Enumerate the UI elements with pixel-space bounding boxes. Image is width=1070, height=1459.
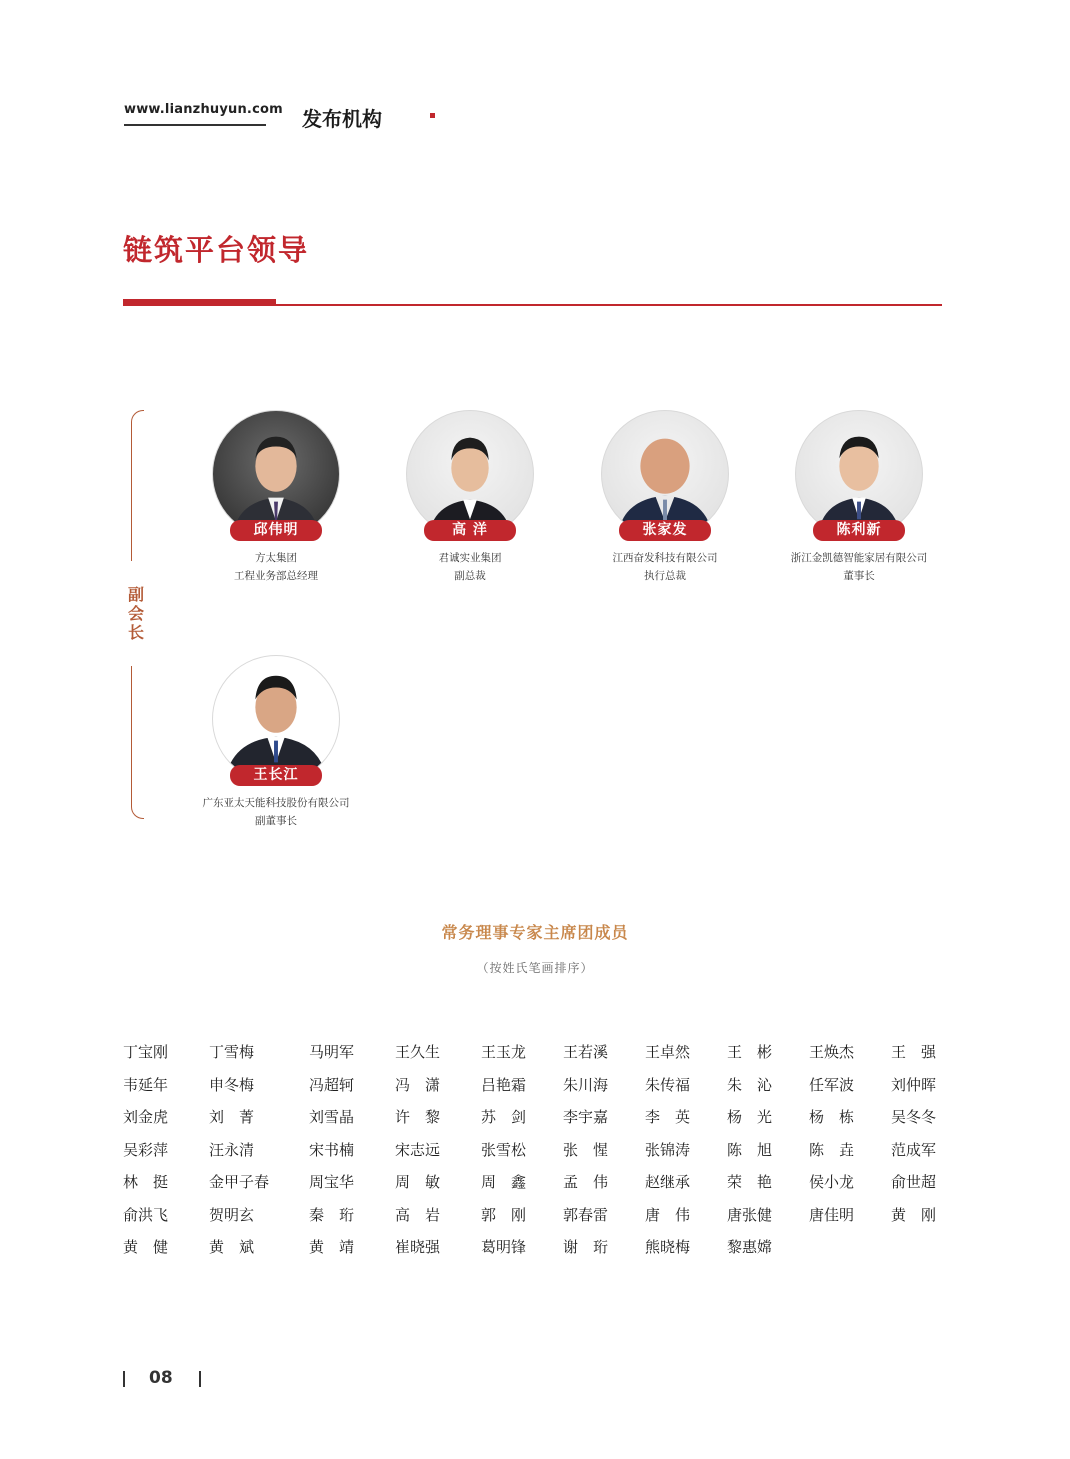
member-name: 金甲子春 (209, 1173, 270, 1191)
member-name: 李 英 (645, 1108, 691, 1126)
member-name: 唐张健 (727, 1205, 773, 1224)
leader-name: 张家发 (619, 520, 711, 541)
leader-org: 方太集团 (255, 552, 297, 564)
member-name: 陈 旭 (727, 1140, 773, 1159)
member-name: 王若溪 (563, 1043, 609, 1061)
members-row (123, 1040, 943, 1073)
member-name: 宋志远 (395, 1140, 441, 1159)
member-name: 黄 健 (123, 1238, 169, 1256)
members-row (123, 1203, 943, 1236)
member-name: 宋书楠 (309, 1140, 355, 1159)
member-name: 丁宝刚 (123, 1043, 169, 1061)
leader-org: 江西奋发科技有限公司 (612, 552, 718, 564)
member-name: 申冬梅 (209, 1075, 255, 1094)
leader-photo (212, 655, 340, 783)
leader-position: 副总裁 (454, 570, 486, 582)
bracket-top (131, 410, 144, 561)
members-title: 常务理事专家主席团成员 (441, 923, 629, 942)
member-name: 俞洪飞 (123, 1205, 169, 1224)
leader-info (176, 794, 376, 830)
page-number: 08 (149, 1368, 173, 1388)
leader-name: 高 洋 (424, 520, 516, 541)
member-name: 赵继承 (645, 1173, 691, 1191)
leader-card (176, 655, 376, 830)
side-label-vice-chairman (126, 585, 146, 642)
member-name: 吴冬冬 (891, 1108, 937, 1126)
member-name: 黄 斌 (209, 1238, 255, 1256)
members-row (123, 1235, 943, 1268)
leader-photo (406, 410, 534, 538)
leader-photo (212, 410, 340, 538)
members-sort-note: （按姓氏笔画排序） (476, 961, 594, 975)
member-name: 周 敏 (395, 1173, 441, 1191)
member-name: 张锦涛 (645, 1140, 691, 1159)
member-name: 张雪松 (481, 1140, 527, 1159)
leader-name: 陈利新 (813, 520, 905, 541)
leader-position: 副董事长 (255, 815, 297, 827)
leader-info (370, 549, 570, 585)
member-name: 范成军 (891, 1140, 937, 1159)
member-name: 唐佳明 (809, 1205, 855, 1224)
footer-divider-left (123, 1371, 125, 1387)
member-name: 张 惺 (563, 1140, 609, 1159)
member-name: 韦延年 (123, 1075, 169, 1094)
member-name: 熊晓梅 (645, 1238, 691, 1256)
member-name: 唐 伟 (645, 1205, 691, 1224)
person-silhouette-icon (213, 656, 339, 782)
leader-card (565, 410, 765, 585)
member-name: 丁雪梅 (209, 1043, 255, 1061)
member-name: 谢 珩 (563, 1238, 609, 1256)
leader-info (565, 549, 765, 585)
member-name: 黎惠嫦 (727, 1238, 773, 1256)
members-row (123, 1073, 943, 1106)
member-name: 孟 伟 (563, 1173, 609, 1191)
member-name: 刘 菁 (209, 1108, 255, 1126)
person-silhouette-icon (796, 411, 922, 537)
member-name: 冯 潇 (395, 1075, 441, 1094)
leader-name: 邱伟明 (230, 520, 322, 541)
leader-photo (601, 410, 729, 538)
bracket-bottom (131, 666, 144, 819)
leader-card (176, 410, 376, 585)
member-name: 黄 靖 (309, 1238, 355, 1256)
member-name: 王焕杰 (809, 1043, 855, 1061)
leader-org: 浙江金凯德智能家居有限公司 (790, 552, 928, 564)
member-name: 杨 光 (727, 1108, 773, 1126)
members-grid (123, 1040, 943, 1268)
footer-divider-right (199, 1371, 201, 1387)
member-name: 王卓然 (645, 1043, 691, 1061)
member-name: 吕艳霜 (481, 1075, 527, 1094)
member-name: 吴彩萍 (123, 1140, 169, 1159)
title-rule-accent (123, 299, 276, 306)
section-label: 发布机构 (302, 107, 382, 131)
member-name: 王 彬 (727, 1043, 773, 1061)
member-name: 李宇嘉 (563, 1108, 609, 1126)
person-silhouette-icon (602, 411, 728, 537)
members-row (123, 1170, 943, 1203)
member-name: 荣 艳 (727, 1173, 773, 1191)
side-label-text: 副会长 (127, 585, 144, 642)
leader-name: 王长江 (230, 765, 322, 786)
member-name: 郭春雷 (563, 1205, 609, 1224)
member-name: 周宝华 (309, 1173, 355, 1191)
member-name: 林 挺 (123, 1173, 169, 1191)
site-url: www.lianzhuyun.com (124, 102, 283, 117)
leader-position: 董事长 (843, 570, 875, 582)
member-name: 苏 剑 (481, 1108, 527, 1126)
leader-card (759, 410, 959, 585)
leader-org: 广东亚太天能科技股份有限公司 (202, 797, 350, 809)
site-url-underline (124, 124, 266, 126)
member-name: 冯超轲 (309, 1075, 355, 1094)
member-name: 王久生 (395, 1043, 441, 1061)
red-dot-marker (430, 113, 435, 118)
member-name: 侯小龙 (809, 1173, 855, 1191)
leader-info (759, 549, 959, 585)
leader-org: 君诚实业集团 (438, 552, 502, 564)
leader-info (176, 549, 376, 585)
person-silhouette-icon (407, 411, 533, 537)
leader-position: 工程业务部总经理 (234, 570, 318, 582)
member-name: 王玉龙 (481, 1043, 527, 1061)
member-name: 朱传福 (645, 1075, 691, 1094)
member-name: 王 强 (891, 1043, 937, 1061)
page-title: 链筑平台领导 (123, 233, 310, 267)
members-row (123, 1138, 943, 1171)
leader-card (370, 410, 570, 585)
person-silhouette-icon (213, 411, 339, 537)
member-name: 贺明玄 (209, 1205, 255, 1224)
member-name: 汪永清 (209, 1140, 255, 1159)
leader-position: 执行总裁 (644, 570, 686, 582)
member-name: 杨 栋 (809, 1108, 855, 1126)
member-name: 秦 珩 (309, 1205, 355, 1224)
member-name: 刘雪晶 (309, 1108, 355, 1126)
member-name: 周 鑫 (481, 1173, 527, 1191)
member-name: 刘仲晖 (891, 1075, 937, 1094)
member-name: 高 岩 (395, 1205, 441, 1224)
member-name: 葛明锋 (481, 1238, 527, 1256)
members-row (123, 1105, 943, 1138)
member-name: 郭 刚 (481, 1205, 527, 1224)
member-name: 朱 沁 (727, 1075, 773, 1094)
member-name: 任军波 (809, 1075, 855, 1094)
member-name: 俞世超 (891, 1173, 937, 1191)
member-name: 崔晓强 (395, 1238, 441, 1256)
member-name: 黄 刚 (891, 1205, 937, 1224)
member-name: 陈 垚 (809, 1140, 855, 1159)
member-name: 朱川海 (563, 1075, 609, 1094)
leader-photo (795, 410, 923, 538)
member-name: 刘金虎 (123, 1108, 169, 1126)
member-name: 许 黎 (395, 1108, 441, 1126)
member-name: 马明军 (309, 1043, 355, 1061)
